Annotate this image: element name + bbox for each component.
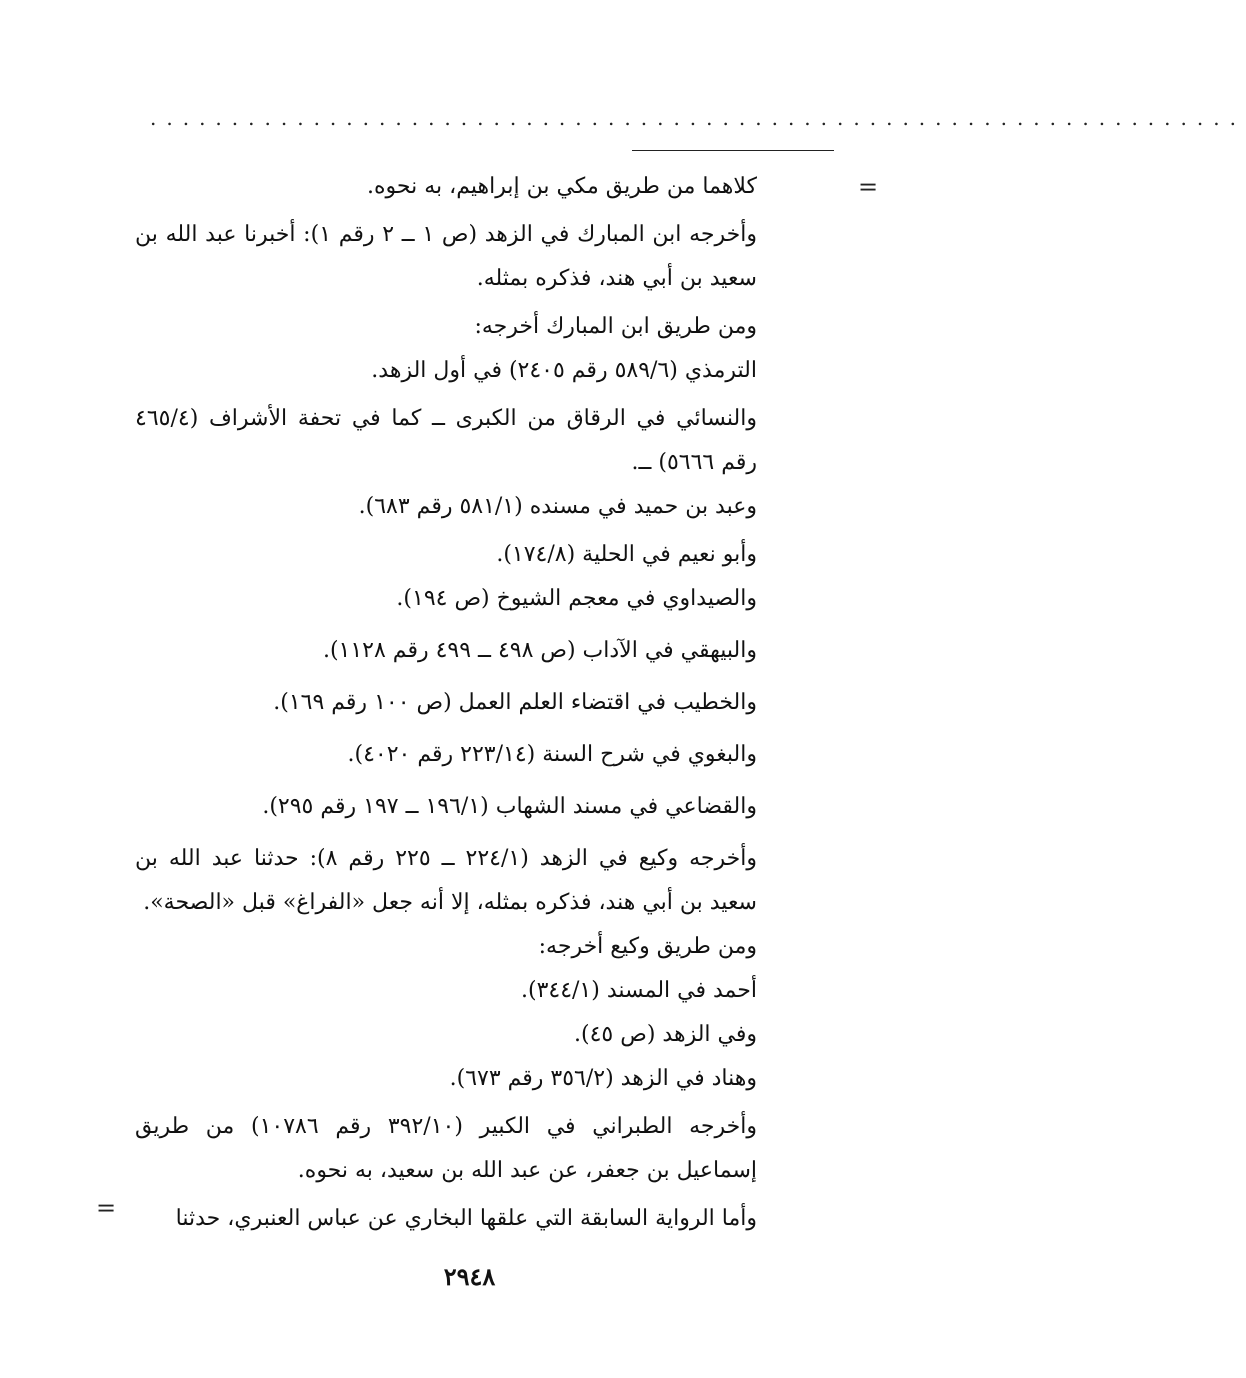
paragraph: والبغوي في شرح السنة (٢٢٣/١٤ رقم ٤٠٢٠).	[347, 742, 757, 767]
paragraph: وفي الزهد (ص ٤٥).	[574, 1022, 757, 1047]
paragraph: والصيداوي في معجم الشيوخ (ص ١٩٤).	[396, 586, 757, 611]
paragraph: وأما الرواية السابقة التي علقها البخاري عن عباس العنبري، حدثنا	[175, 1206, 757, 1231]
paragraph: وأخرجه وكيع في الزهد (٢٢٤/١ ــ ٢٢٥ رقم ٨): حدثنا عبد الله بن سعيد بن أبي هند، فذكره بمثله، إلا أنه جعل «الفراغ» قبل «الصحة».	[135, 846, 757, 915]
footnote-body	[135, 165, 757, 1241]
paragraph: وأخرجه الطبراني في الكبير (٣٩٢/١٠ رقم ١٠٧٨٦) من طريق إسماعيل بن جعفر، عن عبد الله بن سعيد، به نحوه.	[135, 1114, 757, 1183]
paragraph: ومن طريق وكيع أخرجه:	[538, 934, 757, 959]
paragraph: والبيهقي في الآداب (ص ٤٩٨ ــ ٤٩٩ رقم ١١٢٨).	[322, 638, 757, 663]
footnote-rule	[632, 150, 834, 151]
paragraph: وأبو نعيم في الحلية (١٧٤/٨).	[496, 542, 757, 567]
dotted-separator: ...................................................................	[150, 106, 1246, 130]
page-number: ٢٩٤٨	[443, 1262, 496, 1291]
paragraph: وعبد بن حميد في مسنده (٥٨١/١ رقم ٦٨٣).	[358, 494, 757, 519]
paragraph: وهناد في الزهد (٣٥٦/٢ رقم ٦٧٣).	[449, 1066, 757, 1091]
paragraph: والنسائي في الرقاق من الكبرى ــ كما في تحفة الأشراف (٤٦٥/٤ رقم ٥٦٦٦) ــ.	[135, 406, 757, 475]
paragraph: والخطيب في اقتضاء العلم العمل (ص ١٠٠ رقم ١٦٩).	[273, 690, 757, 715]
paragraph: وأخرجه ابن المبارك في الزهد (ص ١ ــ ٢ رقم ١): أخبرنا عبد الله بن سعيد بن أبي هند، فذكره بمثله.	[135, 222, 757, 291]
paragraph: أحمد في المسند (٣٤٤/١).	[520, 978, 757, 1003]
paragraph: ومن طريق ابن المبارك أخرجه:	[474, 314, 757, 339]
continuation-mark-bottom: =	[96, 1194, 117, 1222]
paragraph: الترمذي (٥٨٩/٦ رقم ٢٤٠٥) في أول الزهد.	[371, 358, 757, 383]
continuation-mark-top: =	[858, 173, 879, 201]
paragraph: والقضاعي في مسند الشهاب (١٩٦/١ ــ ١٩٧ رقم ٢٩٥).	[262, 794, 757, 819]
paragraph: كلاهما من طريق مكي بن إبراهيم، به نحوه.	[367, 174, 757, 199]
